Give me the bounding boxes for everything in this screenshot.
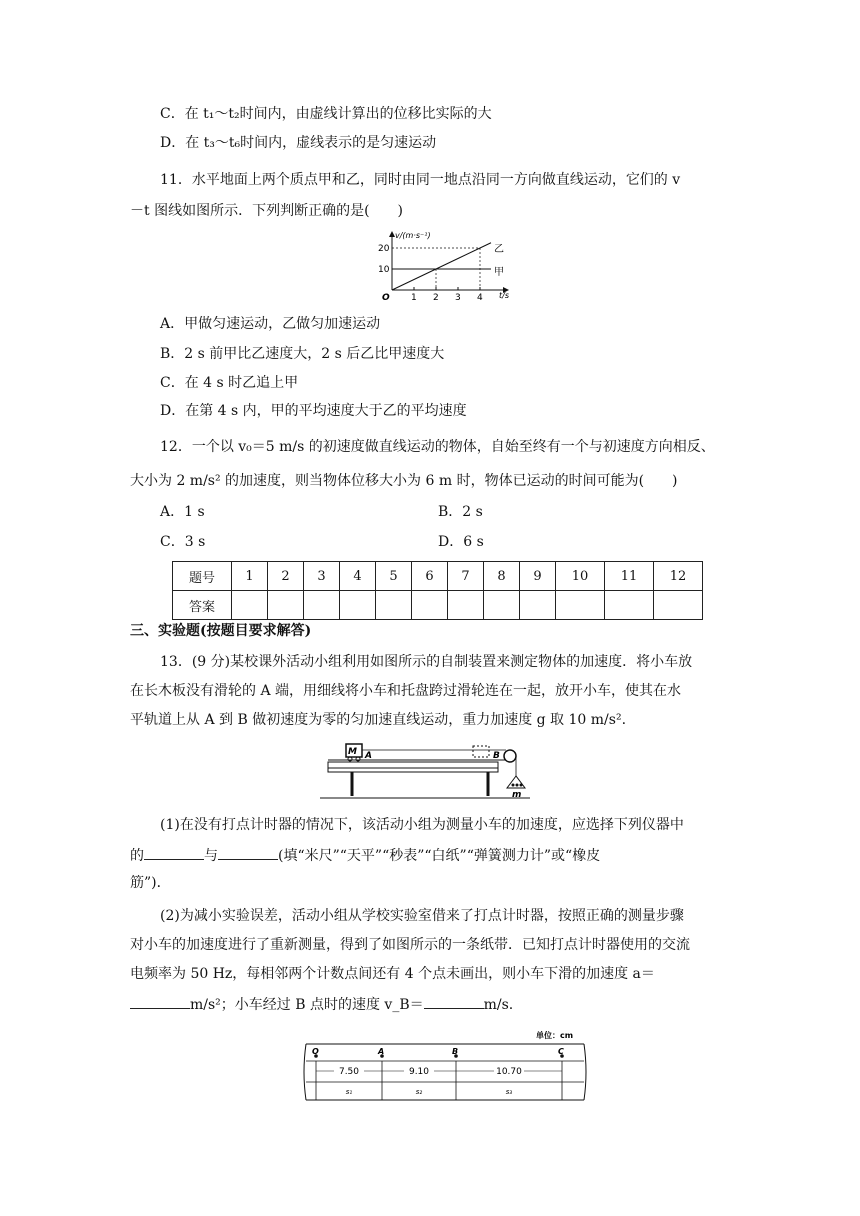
y-tick-label: 10 bbox=[378, 265, 390, 275]
answer-cell[interactable] bbox=[268, 591, 304, 620]
q12-option-d: D．6 s bbox=[438, 534, 484, 550]
answer-cell[interactable] bbox=[304, 591, 340, 620]
table-cell: 9 bbox=[520, 562, 556, 591]
q11-option-b: B．2 s 前甲比乙速度大，2 s 后乙比甲速度大 bbox=[160, 346, 445, 362]
answer-cell[interactable] bbox=[484, 591, 520, 620]
answer-cell[interactable] bbox=[376, 591, 412, 620]
x-axis-label: t/s bbox=[499, 291, 509, 300]
table-header-number: 题号 bbox=[173, 562, 232, 591]
q11-option-a: A．甲做匀速运动，乙做匀加速运动 bbox=[160, 316, 381, 332]
tape-point-label: A bbox=[378, 1047, 385, 1056]
answer-cell[interactable] bbox=[340, 591, 376, 620]
answer-cell[interactable] bbox=[556, 591, 605, 620]
table-cell: 3 bbox=[304, 562, 340, 591]
text-span: m/s. bbox=[483, 997, 514, 1013]
table-cell: 1 bbox=[232, 562, 268, 591]
q10-option-c: C．在 t₁～t₂时间内，由虚线计算出的位移比实际的大 bbox=[160, 106, 492, 122]
pulley bbox=[504, 750, 516, 762]
q13-part2-line3: 电频率为 50 Hz，每相邻两个计数点间还有 4 个点未画出，则小车下滑的加速度 a＝ bbox=[130, 966, 655, 982]
segment-label: s₁ bbox=[345, 1088, 353, 1096]
q13-line3: 平轨道上从 A 到 B 做初速度为零的匀加速直线运动，重力加速度 g 取 10 m/s². bbox=[130, 712, 627, 728]
q12-option-c: C．3 s bbox=[160, 534, 206, 550]
segment-label: s₃ bbox=[505, 1088, 513, 1096]
x-tick-label: 4 bbox=[477, 293, 483, 303]
table-cell: 7 bbox=[448, 562, 484, 591]
answer-cell[interactable] bbox=[605, 591, 654, 620]
series-label-yi: 乙 bbox=[494, 244, 504, 255]
x-tick-label: 2 bbox=[433, 293, 439, 303]
tape-point-label: B bbox=[452, 1047, 459, 1056]
series-label-jia: 甲 bbox=[494, 267, 504, 278]
table-cell: 10 bbox=[556, 562, 605, 591]
table-cell: 5 bbox=[376, 562, 412, 591]
q13-part1-line1: (1)在没有打点计时器的情况下，该活动小组为测量小车的加速度，应选择下列仪器中 bbox=[160, 817, 684, 833]
point-label-A: A bbox=[365, 751, 372, 761]
table-cell: 8 bbox=[484, 562, 520, 591]
q13-part2-line2: 对小车的加速度进行了重新测量，得到了如图所示的一条纸带．已知打点计时器使用的交流 bbox=[130, 937, 690, 953]
q12-stem-line2: 大小为 2 m/s² 的加速度，则当物体位移大小为 6 m 时，物体已运动的时间可能为( ) bbox=[130, 473, 678, 489]
y-axis-label: v/(m·s⁻¹) bbox=[395, 231, 431, 240]
section-heading: 三、实验题(按题目要求解答) bbox=[130, 623, 312, 639]
q13-line2: 在长木板没有滑轮的 A 端，用细线将小车和托盘跨过滑轮连在一起，放开小车，使其在水 bbox=[130, 683, 682, 699]
answer-blank-2[interactable] bbox=[218, 845, 278, 860]
q13-part2-line1: (2)为减小实验误差，活动小组从学校实验室借来了打点计时器，按照正确的测量步骤 bbox=[160, 908, 684, 924]
q12-stem-line1: 12．一个以 v₀＝5 m/s 的初速度做直线运动的物体，自始至终有一个与初速度方向相反、 bbox=[160, 439, 715, 455]
answer-cell[interactable] bbox=[412, 591, 448, 620]
table-row bbox=[173, 562, 703, 591]
table-cell: 12 bbox=[654, 562, 703, 591]
origin-label: O bbox=[382, 293, 390, 303]
q10-option-d: D．在 t₃～t₆时间内，虚线表示的是匀速运动 bbox=[160, 135, 437, 151]
q11-stem-line2: －t 图线如图所示．下列判断正确的是( ) bbox=[130, 203, 403, 219]
table-cell: 4 bbox=[340, 562, 376, 591]
paper-tape-diagram bbox=[300, 1026, 590, 1102]
text-span: m/s²；小车经过 B 点时的速度 v_B＝ bbox=[190, 997, 424, 1013]
x-tick-label: 1 bbox=[411, 293, 417, 303]
q11-stem-line1: 11．水平地面上两个质点甲和乙，同时由同一地点沿同一方向做直线运动，它们的 v bbox=[160, 172, 681, 188]
q13-line1: 13．(9 分)某校课外活动小组利用如图所示的自制装置来测定物体的加速度．将小车放 bbox=[160, 654, 693, 670]
answer-cell[interactable] bbox=[654, 591, 703, 620]
table-cell: 2 bbox=[268, 562, 304, 591]
cart-label-M: M bbox=[348, 747, 357, 757]
tray-label-m: m bbox=[512, 790, 522, 800]
text-span: 的 bbox=[130, 848, 144, 864]
table-row bbox=[173, 591, 703, 620]
answer-blank-acceleration[interactable] bbox=[130, 994, 190, 1009]
text-span: (填“米尺”“天平”“秒表”“白纸”“弹簧测力计”或“橡皮 bbox=[278, 848, 601, 864]
segment-label: s₂ bbox=[415, 1088, 423, 1096]
answer-table bbox=[172, 561, 703, 620]
table-cell: 6 bbox=[412, 562, 448, 591]
q13-part2-line4 bbox=[130, 994, 513, 1015]
text-span: 与 bbox=[204, 848, 218, 864]
answer-cell[interactable] bbox=[520, 591, 556, 620]
series-line-yi bbox=[392, 243, 491, 290]
segment-length: 10.70 bbox=[496, 1067, 522, 1077]
segment-length: 7.50 bbox=[338, 1067, 360, 1077]
answer-cell[interactable] bbox=[232, 591, 268, 620]
y-tick-label: 20 bbox=[378, 244, 390, 254]
q13-part1-line2 bbox=[130, 845, 600, 866]
answer-cell[interactable] bbox=[448, 591, 484, 620]
q11-option-d: D．在第 4 s 内，甲的平均速度大于乙的平均速度 bbox=[160, 403, 467, 419]
x-tick-label: 3 bbox=[455, 293, 461, 303]
segment-length: 9.10 bbox=[408, 1067, 430, 1077]
answer-blank-velocity[interactable] bbox=[424, 994, 484, 1009]
q11-option-c: C．在 4 s 时乙追上甲 bbox=[160, 375, 299, 391]
answer-blank-1[interactable] bbox=[144, 845, 204, 860]
q13-part1-line3: 筋”)． bbox=[130, 875, 171, 891]
q12-option-b: B．2 s bbox=[438, 504, 483, 520]
vt-graph bbox=[368, 226, 518, 306]
unit-label: 单位：cm bbox=[536, 1031, 574, 1040]
point-label-B: B bbox=[493, 751, 500, 761]
tape-point-label: C bbox=[558, 1047, 564, 1056]
tape-point-label: O bbox=[312, 1047, 319, 1056]
table-cell: 11 bbox=[605, 562, 654, 591]
table-header-answer: 答案 bbox=[173, 591, 232, 620]
q12-option-a: A．1 s bbox=[160, 504, 205, 520]
apparatus-diagram bbox=[320, 740, 530, 802]
